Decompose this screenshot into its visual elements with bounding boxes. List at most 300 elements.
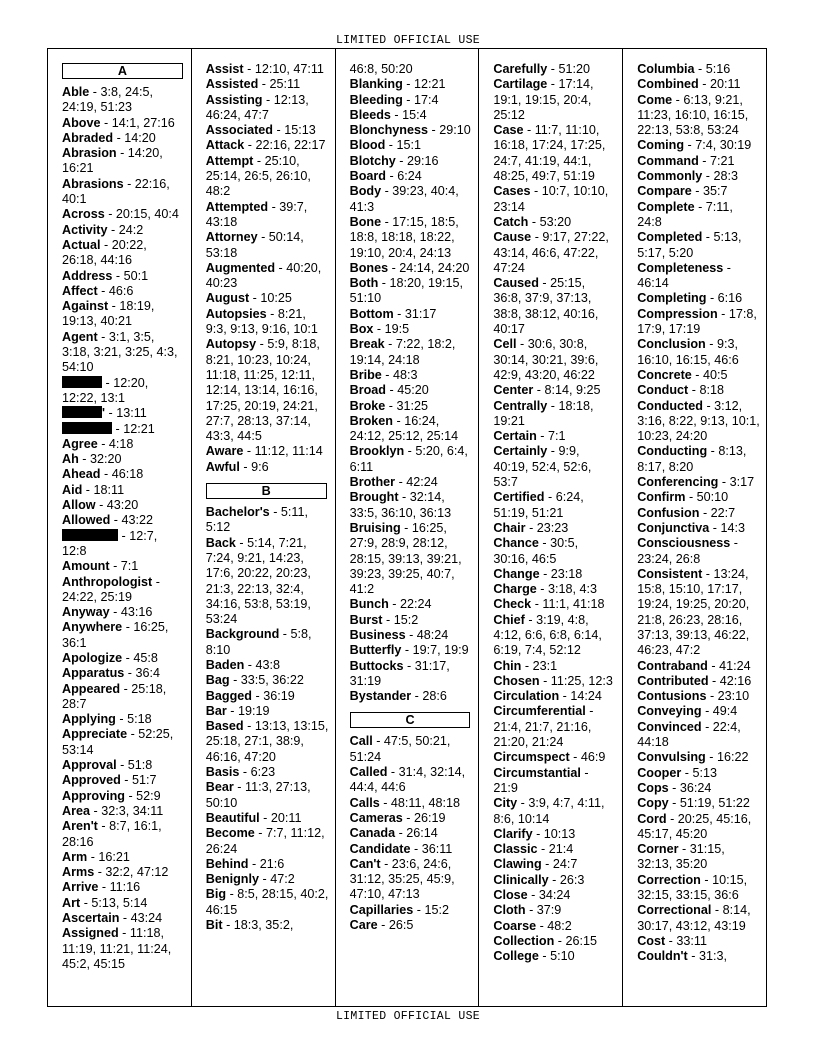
page-references: 4:18 (108, 436, 134, 451)
index-term: Cell (493, 337, 517, 352)
index-term: Can't (349, 856, 381, 871)
page-references: 10:7, 10:10, 23:14 (493, 184, 609, 214)
index-term: Cooper (637, 765, 682, 780)
page-references: 14:20, 16:21 (62, 146, 163, 176)
page-references: 11:16 (109, 880, 141, 895)
index-term: Bear (205, 780, 234, 795)
index-term: Abrasions (62, 176, 124, 191)
index-entry: Centrally - 18:18, 19:21 (493, 398, 594, 428)
section-letter-c: C (350, 712, 471, 728)
page-references: 28:6 (422, 689, 447, 704)
index-term: Come (637, 92, 673, 107)
index-entry: Concrete - 40:5 (637, 367, 728, 382)
index-entry: Broad - 45:20 (349, 383, 429, 398)
page-references: 48:3 (393, 367, 418, 382)
index-term: Bystander (349, 689, 412, 704)
index-entry: Attorney - 50:14, 53:18 (205, 230, 304, 260)
page-references: 16:25, 36:1 (62, 620, 169, 650)
index-term: Augmented (205, 260, 276, 275)
index-term: Centrally (493, 398, 548, 413)
index-term: Benignly (205, 872, 259, 887)
index-term: Completed (637, 230, 703, 245)
index-entry: Anywhere - 16:25, 36:1 (62, 620, 169, 650)
index-term: Commonly (637, 169, 703, 184)
index-entry: Blood - 15:1 (349, 138, 421, 153)
index-term: Columbia (637, 62, 695, 76)
page-references: 31:25 (396, 398, 429, 413)
index-term: Bachelor's (205, 505, 270, 520)
index-term: Bleeding (349, 92, 403, 107)
page-references: 31:3, (698, 949, 727, 964)
page-references: 8:7, 16:1, 28:16 (62, 819, 162, 849)
index-entry: Circumspect - 46:9 (493, 750, 606, 765)
index-term: Bottom (349, 306, 394, 321)
index-entry: Consciousness - 23:24, 26:8 (637, 536, 738, 566)
page-references: 12:20, 12:22, 13:1 (62, 375, 149, 405)
index-term: Autopsy (205, 337, 257, 352)
index-entry: Carefully - 51:20 (493, 62, 591, 76)
page-references: 17:15, 18:5, 18:8, 18:18, 18:22, 19:10, 20:4, 24:13 (349, 214, 459, 260)
page-references: 15:4 (402, 107, 427, 122)
index-entry: Able - 3:8, 24:5, 24:19, 51:23 (62, 85, 154, 115)
index-term: Associated (205, 123, 273, 138)
index-term: Behind (205, 856, 249, 871)
page-references: 37:9 (536, 903, 562, 918)
index-entry: Bar - 19:19 (205, 703, 270, 718)
index-term: Clawing (493, 857, 542, 872)
page-references: 9:3, 16:10, 16:15, 46:6 (637, 337, 739, 367)
index-entry: Awful - 9:6 (205, 459, 269, 474)
index-term: Brooklyn (349, 444, 405, 459)
page-references: 22:4, 44:18 (637, 719, 741, 750)
index-term: Carefully (493, 62, 548, 76)
index-entry: Actual - 20:22, 26:18, 44:16 (62, 237, 147, 268)
index-entry: Cell - 30:6, 30:8, 30:14, 30:21, 39:6, 42:9, 43:20, 46:22 (493, 337, 599, 382)
index-entry: Called - 31:4, 32:14, 44:4, 44:6 (349, 765, 466, 795)
index-entry: Convulsing - 16:22 (637, 750, 749, 765)
index-term: Cord (637, 811, 667, 826)
page-references: 45:8 (133, 650, 158, 665)
index-column-3 (336, 49, 480, 1006)
index-entry: Chance - 30:5, 30:16, 46:5 (493, 536, 579, 566)
index-column-5 (623, 49, 766, 1006)
page-references: 33:5, 36:22 (240, 673, 304, 688)
page-references: 5:13, 5:14 (91, 895, 148, 910)
page-references: 13:13, 13:15, 25:18, 27:1, 38:9, 46:16, 47:20 (205, 719, 329, 764)
index-entry: Assigned - 11:18, 11:19, 11:21, 11:24, 45:2, 45:15 (62, 926, 172, 971)
page-references: 7:21 (709, 153, 735, 168)
page-references: 7:1 (120, 559, 139, 574)
index-term: Appeared (62, 681, 121, 696)
index-entry: Conclusion - 9:3, 16:10, 16:15, 46:6 (637, 337, 739, 367)
index-term: Art (62, 895, 81, 910)
index-entry: Box - 19:5 (349, 322, 410, 337)
page-references: 19:5 (384, 322, 410, 337)
page-references: 15:2 (393, 612, 419, 627)
index-term: Break (349, 337, 385, 352)
index-term: Chief (493, 612, 525, 627)
index-term: Butterfly (349, 643, 402, 658)
index-entry: Bagged - 36:19 (205, 688, 295, 703)
index-term: City (493, 796, 518, 811)
index-term: Center (493, 383, 534, 398)
page-references: 12:10, 47:11 (254, 62, 324, 76)
index-term: Anywhere (62, 620, 123, 635)
index-term: Circumspect (493, 750, 570, 765)
index-entry: Bleeding - 17:4 (349, 92, 439, 107)
index-entry: Appreciate - 52:25, 53:14 (62, 727, 174, 757)
index-term: Brought (349, 490, 399, 505)
page-references: 31:17 (404, 306, 437, 321)
index-entry: Confusion - 22:7 (637, 505, 736, 520)
index-entry: Cost - 33:11 (637, 933, 707, 948)
index-entry: Bruising - 16:25, 27:9, 28:9, 28:12, 28:15, 39:13, 39:21, 39:23, 39:25, 40:7, 41:2 (349, 520, 462, 597)
page-references: 7:1 (547, 429, 566, 444)
index-term: Attempted (205, 199, 269, 214)
index-entry-continued (350, 62, 473, 77)
index-term: Ahead (62, 467, 101, 482)
page-references: 52:9 (136, 788, 161, 803)
index-entry: Correctional - 8:14, 30:17, 43:12, 43:19 (637, 903, 751, 933)
index-term: Copy (637, 796, 669, 811)
index-entry: Autopsies - 8:21, 9:3, 9:13, 9:16, 10:1 (205, 306, 318, 337)
index-entry: Bottom - 31:17 (349, 306, 437, 321)
index-entry: Appeared - 25:18, 28:7 (62, 681, 167, 711)
index-term: Bones (349, 260, 389, 275)
index-term: Arrive (62, 880, 99, 895)
index-entry: Big - 8:5, 28:15, 40:2, 46:15 (205, 887, 329, 917)
redaction-bar (62, 529, 118, 541)
index-entry: Body - 39:23, 40:4, 41:3 (349, 184, 459, 214)
index-entry: Brought - 32:14, 33:5, 36:10, 36:13 (349, 490, 452, 520)
index-term: Big (205, 887, 227, 902)
index-term: Bleeds (349, 107, 391, 122)
index-entry: Chin - 23:1 (493, 658, 558, 673)
index-entry: Arms - 32:2, 47:12 (62, 865, 169, 880)
page-references: 43:16 (120, 605, 153, 620)
index-term: Agree (62, 436, 98, 451)
index-entry: Circumferential - 21:4, 21:7, 21:16, 21:20, 21:24 (493, 704, 594, 750)
index-term: Couldn't (637, 949, 688, 964)
page-references: 53:20 (539, 214, 572, 229)
page-references: 23:23 (536, 520, 569, 535)
page-references: 13:11 (116, 406, 147, 421)
index-entry: Arrive - 11:16 (62, 880, 141, 895)
page-references: 16:22 (716, 750, 749, 765)
page-references: 3:17 (729, 475, 755, 490)
page-references: 14:1, 27:16 (111, 115, 175, 130)
index-entry: Approval - 51:8 (62, 758, 153, 773)
index-entry: Bunch - 22:24 (349, 597, 432, 612)
page-references: 11:7, 11:10, 16:18, 17:24, 17:25, 24:7, 41:19, 44:1, 48:25, 49:7, 51:19 (493, 123, 606, 184)
page-references: 6:24, 51:19, 51:21 (493, 490, 584, 520)
index-entry: Bag - 33:5, 36:22 (205, 673, 304, 688)
page-references: 7:22, 18:2, 19:14, 24:18 (349, 337, 456, 367)
page-references: 12:7, 12:8 (62, 528, 158, 558)
page-references: 10:25 (260, 291, 292, 306)
page-references: 23:24, 26:8 (637, 551, 701, 566)
index-entry: Both - 18:20, 19:15, 51:10 (349, 276, 464, 306)
footer-marking: LIMITED OFFICIAL USE (335, 1010, 481, 1023)
index-entry: Broken - 16:24, 24:12, 25:12, 25:14 (349, 413, 459, 444)
page-references: 39:23, 40:4, 41:3 (349, 184, 459, 214)
redaction-bar (62, 406, 102, 418)
index-entry: Collection - 26:15 (493, 933, 597, 948)
index-entry: Background - 5:8, 8:10 (205, 627, 312, 657)
index-entry: Change - 23:18 (493, 566, 583, 581)
index-term: Command (637, 153, 699, 168)
index-entry: Agent - 3:1, 3:5, 3:18, 3:21, 3:25, 4:3, 54:10 (62, 329, 178, 375)
index-term: Combined (637, 77, 699, 92)
index-entry: Become - 7:7, 11:12, 26:24 (205, 826, 325, 856)
index-entry: Conducting - 8:13, 8:17, 8:20 (637, 444, 747, 474)
page-references: 52:25, 53:14 (62, 727, 174, 757)
index-entry: Allow - 43:20 (62, 498, 139, 513)
index-term: Affect (62, 283, 98, 298)
index-entry: Back - 5:14, 7:21, 7:24, 9:21, 14:23, 17:6, 20:22, 20:23, 21:3, 22:13, 32:4, 34:16, 53:8, 53:19, 53:24 (205, 535, 311, 627)
page-references: 17:4 (413, 92, 439, 107)
index-term: Change (493, 566, 540, 581)
index-term: Case (493, 123, 524, 138)
page-references: 24:14, 24:20 (399, 260, 470, 275)
index-entry: Attempted - 39:7, 43:18 (205, 199, 308, 229)
index-entry: Bear - 11:3, 27:13, 50:10 (205, 780, 311, 810)
page-references: 19:7, 19:9 (412, 643, 469, 658)
index-term: Bit (205, 918, 223, 933)
index-term: Beautiful (205, 810, 260, 825)
index-entry: Board - 6:24 (349, 169, 422, 184)
page-references: 29:16 (406, 153, 439, 168)
index-term: Charge (493, 582, 537, 597)
page-references: 9:6 (251, 459, 269, 474)
index-term: Become (205, 826, 255, 841)
index-entry: Correction - 10:15, 32:15, 33:15, 36:6 (637, 872, 748, 903)
index-entry: Certainly - 9:9, 40:19, 52:4, 52:6, 53:7 (493, 444, 592, 490)
index-term: Completing (637, 291, 707, 306)
index-term: Broken (349, 413, 393, 428)
index-entry: Baden - 43:8 (205, 657, 281, 672)
redaction-suffix: ' (102, 406, 105, 421)
index-entry: Assist - 12:10, 47:11 (205, 62, 324, 76)
index-entry: Approved - 51:7 (62, 773, 157, 788)
page-references: 16:24, 24:12, 25:12, 25:14 (349, 413, 459, 444)
index-entry: Clarify - 10:13 (493, 826, 576, 841)
index-entry: Arm - 16:21 (62, 849, 130, 864)
index-entry: Conjunctiva - 14:3 (637, 520, 745, 535)
index-entry: Check - 11:1, 41:18 (493, 597, 605, 612)
index-term: Catch (493, 214, 529, 229)
index-entry: Close - 34:24 (493, 888, 571, 903)
page-references: 23:1 (532, 658, 558, 673)
index-term: Call (349, 734, 373, 749)
page-references: 31:15, 32:13, 35:20 (637, 842, 725, 872)
page-references: 48:2 (547, 918, 572, 933)
index-term: Conjunctiva (637, 520, 710, 535)
page-references: 46:8, 50:20 (349, 62, 413, 76)
index-term: Chin (493, 658, 522, 673)
page-references: 7:4, 30:19 (695, 138, 752, 153)
page-references: 18:20, 19:15, 51:10 (349, 276, 464, 306)
index-term: Consistent (637, 566, 703, 581)
page-references: 3:9, 4:7, 4:11, 8:6, 10:14 (493, 796, 605, 826)
index-table (47, 48, 767, 1007)
index-term: Approved (62, 773, 121, 788)
page-references: 12:13, 46:24, 47:7 (205, 92, 309, 122)
index-entry: Conferencing - 3:17 (637, 475, 755, 490)
page-references: 6:16 (717, 291, 743, 306)
page-references: 8:21, 9:3, 9:13, 9:16, 10:1 (205, 306, 318, 337)
index-term: Cameras (349, 810, 403, 825)
page-references: 46:18 (111, 467, 144, 482)
page-references: 15:1 (396, 138, 421, 153)
index-term: Compression (637, 306, 718, 321)
index-entry-redacted: - 12:7, 12:8 (62, 528, 158, 558)
page-references: 9:9, 40:19, 52:4, 52:6, 53:7 (493, 444, 592, 490)
page-references: 5:18 (127, 712, 152, 727)
index-entry: Cord - 20:25, 45:16, 45:17, 45:20 (637, 811, 752, 841)
index-term: Care (349, 918, 378, 933)
index-entry: Anyway - 43:16 (62, 605, 153, 620)
page-references: 8:14, 30:17, 43:12, 43:19 (637, 903, 751, 933)
index-entry: Ah - 32:20 (62, 452, 122, 467)
index-term: Ah (62, 452, 79, 467)
index-term: Appreciate (62, 727, 128, 742)
index-entry: City - 3:9, 4:7, 4:11, 8:6, 10:14 (493, 796, 605, 826)
index-term: Across (62, 207, 105, 222)
page-references: 33:11 (676, 933, 707, 948)
index-term: Brother (349, 475, 396, 490)
index-entry: Convinced - 22:4, 44:18 (637, 719, 741, 750)
index-term: Awful (205, 459, 240, 474)
index-entry: Associated - 15:13 (205, 123, 316, 138)
index-entry: Case - 11:7, 11:10, 16:18, 17:24, 17:25, 24:7, 41:19, 44:1, 48:25, 49:7, 51:19 (493, 123, 606, 184)
index-term: Broad (349, 383, 386, 398)
index-term: Close (493, 888, 528, 903)
index-term: Convinced (637, 719, 702, 734)
index-term: Back (205, 535, 236, 550)
index-entry: Chief - 3:19, 4:8, 4:12, 6:6, 6:8, 6:14, 6:19, 7:4, 52:12 (493, 612, 602, 658)
page-references: 48:11, 48:18 (390, 795, 460, 810)
index-entry: Bone - 17:15, 18:5, 18:8, 18:18, 18:22, 19:10, 20:4, 24:13 (349, 214, 459, 260)
index-entry: Candidate - 36:11 (349, 841, 453, 856)
index-column-4 (479, 49, 623, 1006)
index-entry: Abraded - 14:20 (62, 130, 156, 145)
page-references: 40:20, 40:23 (205, 260, 322, 291)
page-references: 20:11 (709, 77, 741, 92)
index-term: Cause (493, 230, 532, 245)
page-references: 46:14 (637, 276, 669, 291)
index-entry: Care - 26:5 (349, 918, 414, 933)
page-references: 26:14 (406, 826, 438, 841)
page-references: 14:20 (124, 130, 156, 145)
page-references: 5:14, 7:21, 7:24, 9:21, 14:23, 17:6, 20:22, 20:23, 21:3, 22:13, 32:4, 34:16, 53:8, 53:19, 53:24 (205, 535, 311, 627)
index-entry: Approving - 52:9 (62, 788, 161, 803)
page-references: 42:24 (406, 475, 438, 490)
index-term: Buttocks (349, 658, 404, 673)
index-term: Circumstantial (493, 765, 581, 780)
page-references: 22:16, 22:17 (255, 138, 326, 153)
index-term: Autopsies (205, 306, 267, 321)
page-references: 8:18 (699, 383, 724, 398)
index-term: College (493, 949, 539, 964)
index-term: Cartilage (493, 77, 548, 92)
index-term: Classic (493, 842, 538, 857)
page-references: 14:24 (570, 689, 602, 704)
page-references: 18:19, 19:13, 40:21 (62, 299, 155, 329)
index-term: Blotchy (349, 153, 396, 168)
index-entry: Behind - 21:6 (205, 856, 285, 871)
index-term: Bruising (349, 520, 401, 535)
index-entry: Copy - 51:19, 51:22 (637, 796, 750, 811)
page-references: 5:11, 5:12 (205, 505, 308, 535)
index-term: Arms (62, 865, 95, 880)
index-entry: Butterfly - 19:7, 19:9 (349, 643, 469, 658)
index-entry: Can't - 23:6, 24:6, 31:12, 35:25, 45:9, 47:10, 47:13 (349, 856, 455, 902)
index-entry: College - 5:10 (493, 949, 575, 964)
index-entry: Commonly - 28:3 (637, 169, 738, 184)
index-term: Blanking (349, 77, 403, 92)
page-references: 22:16, 40:1 (62, 176, 170, 207)
page-references: 50:14, 53:18 (205, 230, 304, 260)
page-references: 26:19 (414, 810, 446, 825)
index-entry: Address - 50:1 (62, 268, 149, 283)
page-references: 46:6 (108, 283, 134, 298)
index-entry: Brother - 42:24 (349, 475, 438, 490)
index-entry: Cameras - 26:19 (349, 810, 446, 825)
section-letter-b: B (206, 483, 327, 499)
index-term: Check (493, 597, 532, 612)
page-references: 21:4 (548, 842, 574, 857)
page-references: 15:13 (284, 123, 316, 138)
index-entry: Aware - 11:12, 11:14 (205, 444, 323, 459)
index-term: Assisting (205, 92, 263, 107)
index-term: Agent (62, 329, 98, 344)
index-term: Apparatus (62, 666, 125, 681)
index-entry: Contusions - 23:10 (637, 689, 750, 704)
index-term: Conducting (637, 444, 708, 459)
index-term: Activity (62, 222, 108, 237)
index-entry: Compare - 35:7 (637, 184, 728, 199)
page-references: 5:10 (550, 949, 575, 964)
page-references: 31:4, 32:14, 44:4, 44:6 (349, 765, 466, 795)
index-term: Background (205, 627, 280, 642)
index-entry: Classic - 21:4 (493, 842, 574, 857)
page-references: 20:11 (270, 810, 302, 825)
page-references: 43:22 (121, 513, 153, 528)
page-references: 28:3 (713, 169, 738, 184)
index-entry: Chair - 23:23 (493, 520, 569, 535)
page-references: 25:18, 28:7 (62, 681, 167, 711)
index-entry: Command - 7:21 (637, 153, 735, 168)
page-references: 21:4, 21:7, 21:16, 21:20, 21:24 (493, 719, 592, 750)
index-entry: Conveying - 49:4 (637, 704, 738, 719)
page-references: 47:2 (270, 872, 295, 887)
index-term: Anthropologist (62, 574, 153, 589)
index-entry: Based - 13:13, 13:15, 25:18, 27:1, 38:9, 46:16, 47:20 (205, 719, 329, 764)
index-term: Clinically (493, 872, 549, 887)
index-term: Chance (493, 536, 539, 551)
page-references: 12:21 (413, 77, 446, 92)
page-references: 41:24 (719, 658, 751, 673)
index-entry: Business - 48:24 (349, 627, 449, 642)
index-term: Amount (62, 559, 110, 574)
index-entry: Buttocks - 31:17, 31:19 (349, 658, 450, 688)
page-references: 5:13, 5:17, 5:20 (637, 230, 742, 260)
index-term: Bagged (205, 688, 252, 703)
page-references: 3:1, 3:5, 3:18, 3:21, 3:25, 4:3, 54:10 (62, 329, 178, 375)
index-term: Chosen (493, 673, 540, 688)
index-term: Caused (493, 276, 539, 291)
